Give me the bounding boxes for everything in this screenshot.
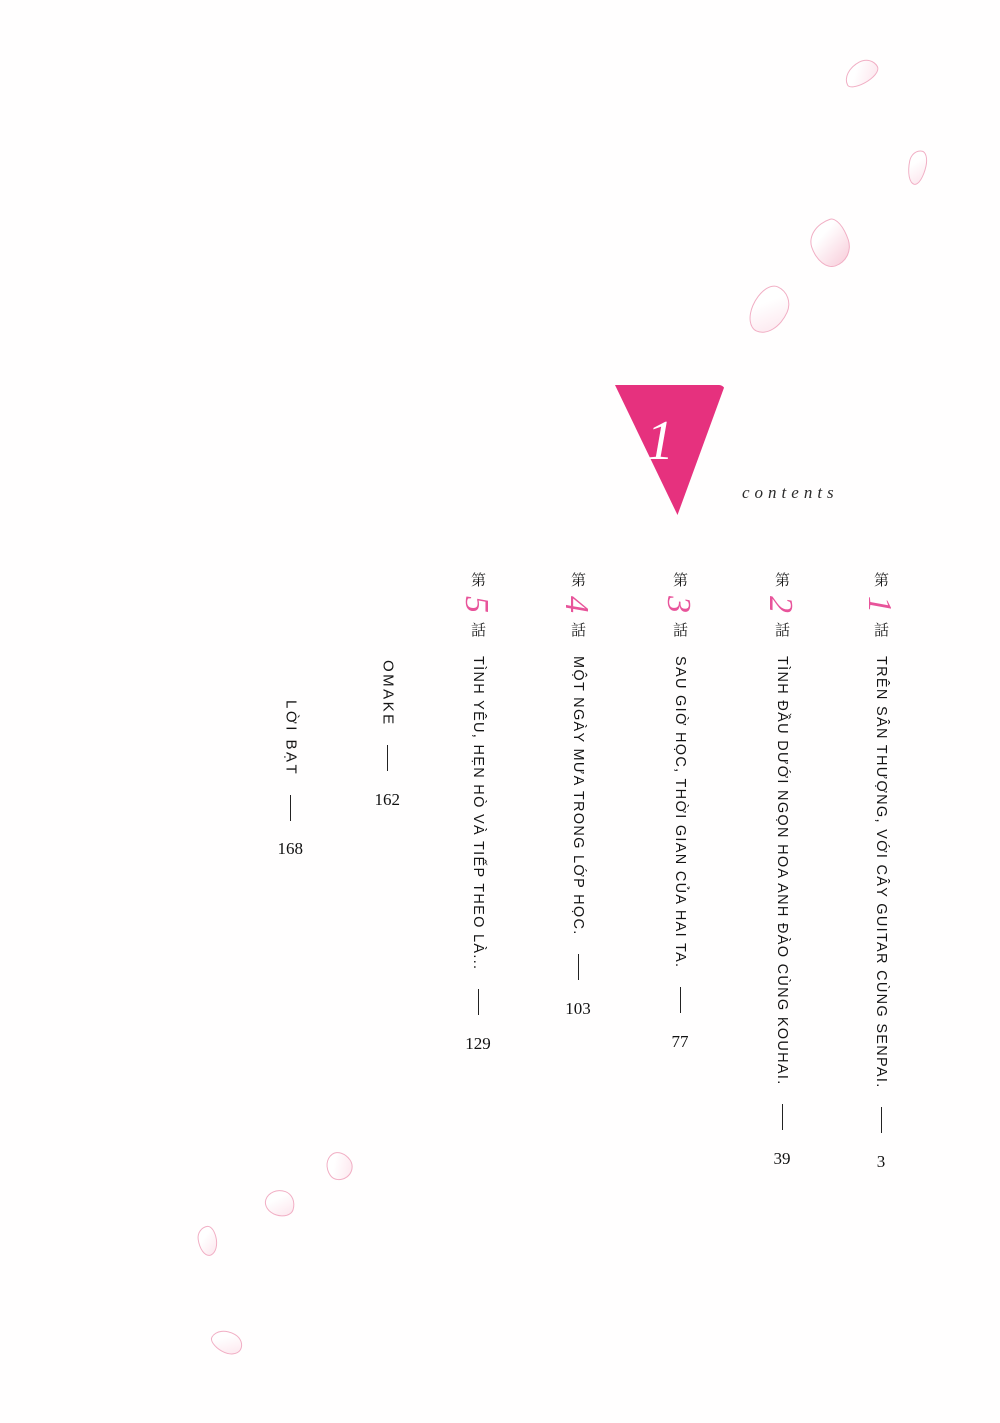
rule-divider — [290, 795, 291, 821]
chapter-title: TÌNH ĐẦU DƯỚI NGỌN HOA ANH ĐÀO CÙNG KOUHAI. — [774, 656, 790, 1086]
rule-divider — [387, 745, 388, 771]
chapter-suffix: 話 — [872, 621, 890, 638]
chapter-number: 4 — [558, 596, 595, 614]
toc-entry-chapter-2[interactable] — [762, 572, 799, 1169]
chapter-suffix: 話 — [773, 621, 791, 638]
extra-page-number: 168 — [277, 839, 303, 859]
volume-number: 1 — [646, 410, 674, 472]
chapter-suffix: 話 — [569, 621, 587, 638]
chapter-page-number: 103 — [565, 998, 591, 1018]
chapter-suffix: 話 — [671, 621, 689, 638]
chapter-page-number: 129 — [465, 1033, 491, 1053]
chapter-number: 1 — [861, 596, 898, 614]
toc-entry-chapter-4[interactable] — [558, 572, 595, 1019]
chapter-word: 第 — [569, 572, 587, 588]
chapter-page-number: 3 — [876, 1151, 886, 1171]
chapter-suffix: 話 — [469, 621, 487, 638]
chapter-number: 5 — [458, 596, 495, 614]
extra-title: LỜI BẠT — [282, 700, 300, 777]
chapter-word: 第 — [773, 572, 791, 588]
toc-entry-chapter-3[interactable] — [660, 572, 697, 1052]
chapter-number: 3 — [660, 596, 697, 614]
rule-divider — [478, 989, 479, 1015]
toc-entry-loi-bat[interactable] — [278, 700, 304, 859]
chapter-title: TÌNH YÊU, HẸN HÒ VÀ TIẾP THEO LÀ... — [470, 656, 486, 971]
chapter-title: SAU GIỜ HỌC, THỜI GIAN CỦA HAI TA. — [672, 656, 688, 969]
rule-divider — [782, 1104, 783, 1130]
chapter-page-number: 39 — [773, 1148, 791, 1168]
rule-divider — [578, 954, 579, 980]
toc-entry-chapter-1[interactable] — [861, 572, 898, 1172]
contents-heading: contents — [742, 483, 839, 502]
rule-divider — [680, 987, 681, 1013]
chapter-title: MỘT NGÀY MƯA TRONG LỚP HỌC. — [570, 656, 586, 936]
toc-entry-chapter-5[interactable] — [458, 572, 495, 1054]
chapter-page-number: 77 — [671, 1031, 689, 1051]
rule-divider — [881, 1107, 882, 1133]
chapter-word: 第 — [469, 572, 487, 588]
chapter-word: 第 — [671, 572, 689, 588]
chapter-word: 第 — [872, 572, 890, 588]
toc-entry-omake[interactable] — [375, 660, 401, 810]
extra-page-number: 162 — [374, 789, 400, 809]
chapter-title: TRÊN SÂN THƯỢNG, VỚI CÂY GUITAR CÙNG SENPAI. — [873, 656, 889, 1089]
chapter-number: 2 — [762, 596, 799, 614]
extra-title: OMAKE — [379, 660, 397, 727]
